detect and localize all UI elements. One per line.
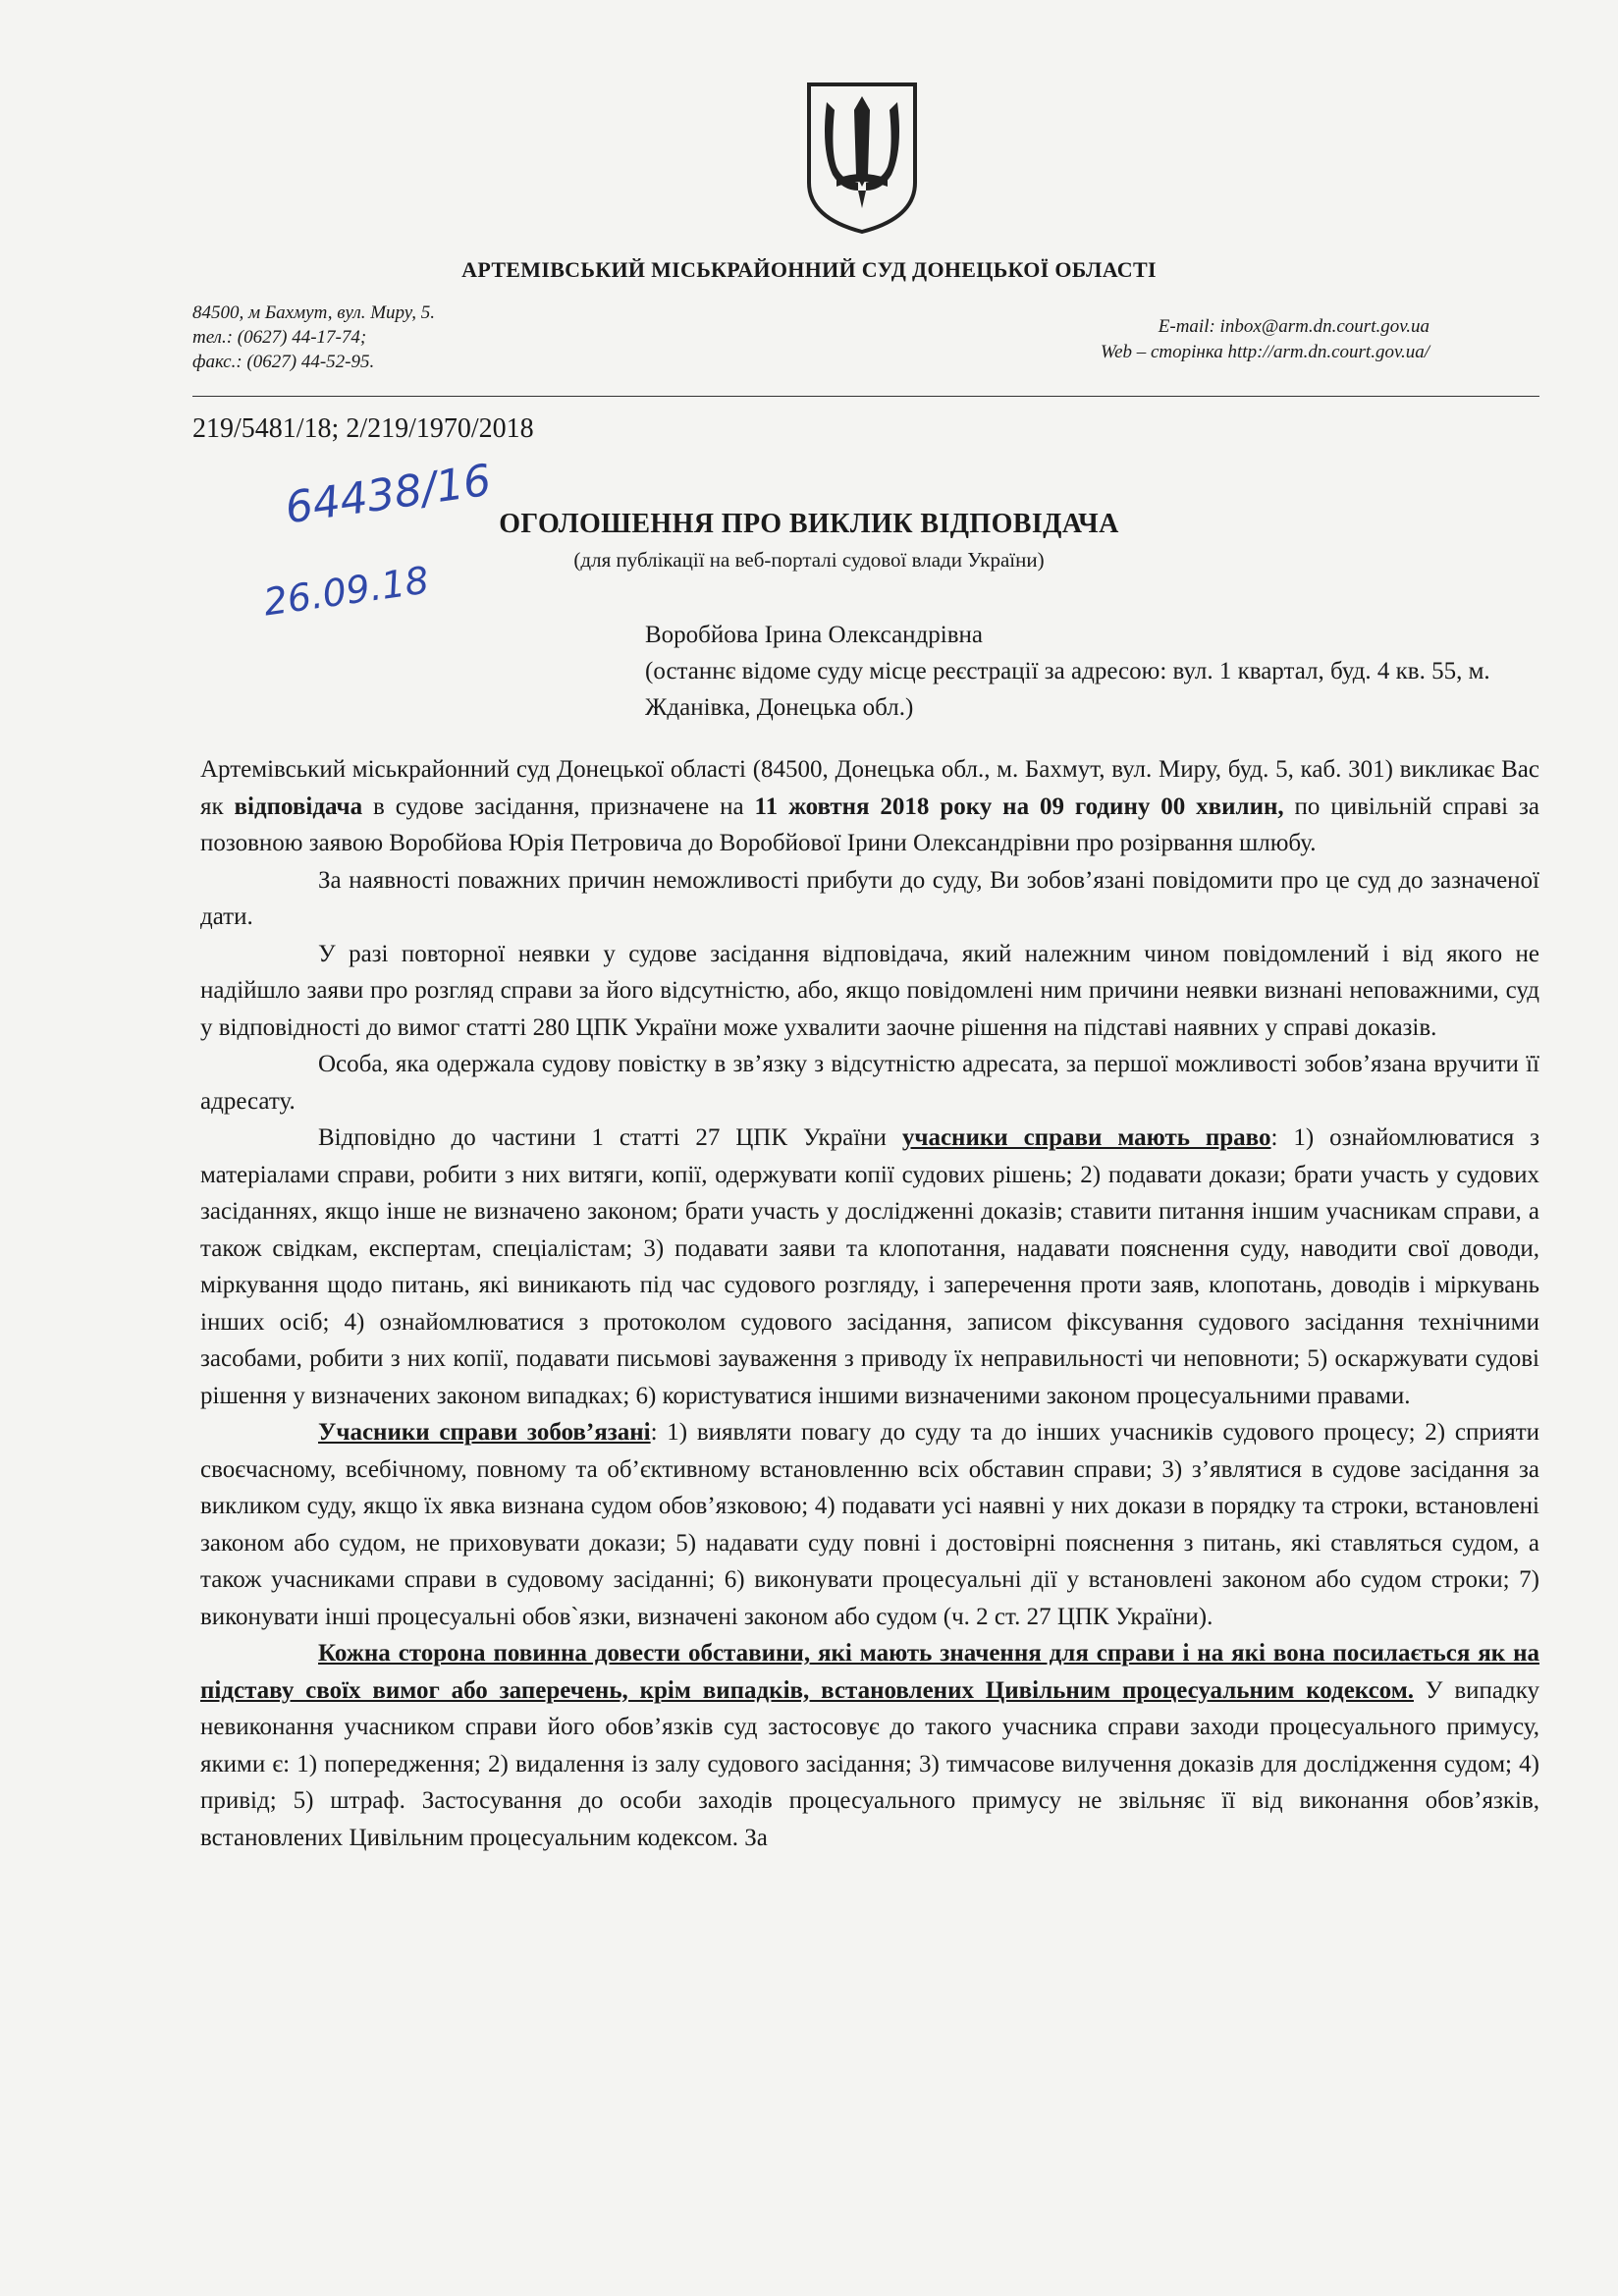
paragraph-burden-of-proof: Кожна сторона повинна довести обставини, які мають значення для справи і на які вона посилається як на підставу своїх вимог або заперечень, крім випадків, встановлених Цивільним процесуальним кодексом. У випадку невиконання учасником справи його обов’язків суд застосовує до такого учасника справи заходи процесуального примусу, якими є: 1) попередження; 2) видалення із залу судового засідання; 3) тимчасове вилучення доказів для дослідження судом; 4) привід; 5) штраф. Застосування до особи заходів процесуального примусу не звільняє її від виконання обов’язків, встановлених Цивільним процесуальним кодексом. За xyxy=(200,1640,1539,1851)
court-online-contacts xyxy=(1101,314,1429,365)
paragraph-summons-delivery: Особа, яка одержала судову повістку в зв’язку з відсутністю адресата, за першої можливості зобов’язана вручити її адресату. xyxy=(200,1051,1539,1115)
court-email: E-mail: inbox@arm.dn.court.gov.ua xyxy=(1158,316,1429,337)
paragraph-participant-rights: Відповідно до частини 1 статті 27 ЦПК України учасники справи мають право: 1) ознайомлюватися з матеріалами справи, робити з них витяги, копії, одержувати копії судових рішень; 2) подавати докази; брати участь у судових засіданнях, якщо інше не визначено законом; брати участь у дослідженні доказів; ставити питання іншим учасникам справи, а також свідкам, експертам, спеціалістам; 3) подавати заяви та клопотання, надавати пояснення суду, наводити свої доводи, міркування щодо питань, які виникають під час судового розгляду, і заперечення проти заяв, клопотань, доводів і міркувань інших осіб; 4) ознайомлюватися з протоколом судового засідання, записом фіксування судового засідання технічними засобами, робити з них копії, подавати письмові зауваження з приводу їх неправильності чи неповноти; 5) оскаржувати судові рішення у визначених законом випадках; 6) користуватися іншими визначеними законом процесуальними правами. xyxy=(200,1124,1540,1409)
court-phone: тел.: (0627) 44-17-74; xyxy=(192,327,367,348)
addressee-address: (останнє відоме суду місце реєстрації за адресою: вул. 1 квартал, буд. 4 кв. 55, м. Жданівка, Донецька обл.) xyxy=(645,658,1490,721)
court-contacts xyxy=(192,301,435,374)
notice-body xyxy=(200,751,1539,1856)
header-divider xyxy=(192,396,1539,397)
addressee-block xyxy=(645,617,1558,726)
paragraph-notify-duty: За наявності поважних причин неможливості прибути до суду, Ви зобов’язані повідомити про це суд до зазначеної дати. xyxy=(200,866,1539,930)
document-title: ОГОЛОШЕННЯ ПРО ВИКЛИК ВІДПОВІДАЧА xyxy=(499,509,1119,539)
handwritten-registration-number: 64438/16 xyxy=(282,455,495,534)
trident-emblem-icon xyxy=(803,81,921,236)
court-website: Web – сторінка http://arm.dn.court.gov.ua/ xyxy=(1100,342,1429,362)
court-name: АРТЕМІВСЬКИЙ МІСЬКРАЙОННИЙ СУД ДОНЕЦЬКОЇ ОБЛАСТІ xyxy=(461,257,1157,282)
court-fax: факс.: (0627) 44-52-95. xyxy=(192,352,375,372)
paragraph-default-judgment: У разі повторної неявки у судове засідання відповідача, який належним чином повідомлений і від якого не надійшло заяви про розгляд справи за його відсутністю, або, якщо повідомлені ним причини неявки визнані неповажними, суд у відповідності до вимог статті 280 ЦПК України може ухвалити заочне рішення на підставі наявних у справі доказів. xyxy=(200,940,1539,1041)
case-number: 219/5481/18; 2/219/1970/2018 xyxy=(192,413,534,444)
document-subtitle: (для публікації на веб-порталі судової влади України) xyxy=(573,548,1045,572)
paragraph-participant-duties: Учасники справи зобов’язані: 1) виявляти повагу до суду та до інших учасників судового процесу; 2) сприяти своєчасному, всебічному, повному та об’єктивному встановленню всіх обставин справи; 3) з’являтися в судове засідання за викликом суду, якщо їх явка визнана судом обов’язковою; 4) подавати усі наявні у них докази в порядку та строки, встановлені законом або судом, не приховувати докази; 5) надавати суду повні і достовірні пояснення з питань, які ставляться судом, а також учасниками справи в судовому засіданні; 6) виконувати процесуальні дії у встановлені законом або судом строки; 7) виконувати інші процесуальні обов`язки, визначені законом або судом (ч. 2 ст. 27 ЦПК України). xyxy=(200,1419,1540,1630)
handwritten-date: 26.09.18 xyxy=(260,558,432,625)
court-address: 84500, м Бахмут, вул. Миру, 5. xyxy=(192,302,436,323)
paragraph-summons: Артемівський міськрайонний суд Донецької області (84500, Донецька обл., м. Бахмут, вул. Миру, буд. 5, каб. 301) викликає Вас як відповідача в судове засідання, призначене на 11 жовтня 2018 року на 09 годину 00 хвилин, по цивільній справі за позовною заявою Воробйова Юрія Петровича до Воробйової Ірини Олександрівни про розірвання шлюбу. xyxy=(200,756,1539,856)
addressee-name: Воробйова Ірина Олександрівна xyxy=(645,622,983,648)
